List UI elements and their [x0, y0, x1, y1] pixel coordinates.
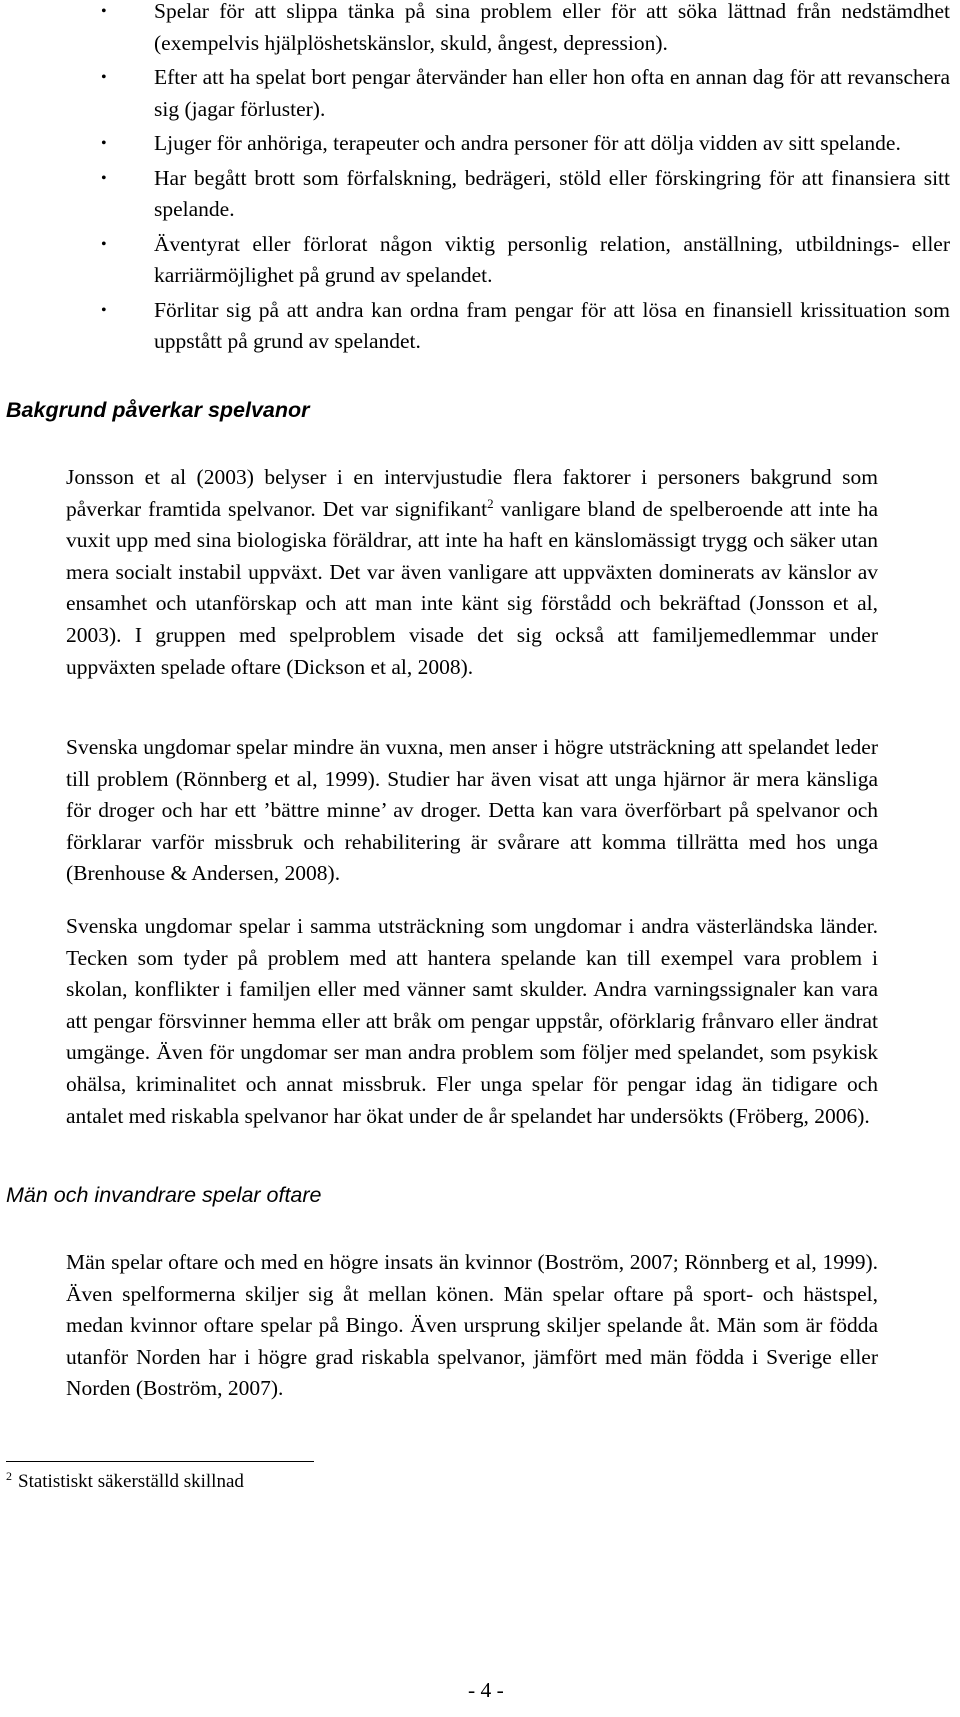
footnote-reference: 2: [487, 495, 494, 511]
criteria-bullet-list: [70, 0, 950, 361]
list-item: [70, 0, 950, 59]
paragraph-bakgrund-1: [66, 462, 878, 683]
footnote-divider: [6, 1461, 314, 1462]
bullet-text: Äventyrat eller förlorat någon viktig personlig relation, anställning, utbildnings- eller karriärmöjlighet på grund av spelandet.: [154, 231, 950, 287]
footnote-number: 2: [6, 1468, 12, 1483]
page-number: - 4 -: [468, 1678, 504, 1702]
section-heading-bakgrund: Bakgrund påverkar spelvanor: [6, 398, 310, 422]
list-item: [70, 62, 950, 125]
bullet-text: Ljuger för anhöriga, terapeuter och andra personer för att dölja vidden av sitt spelande.: [154, 131, 901, 155]
bullet-icon: •: [101, 69, 107, 86]
paragraph-text: vanligare bland de spelberoende att inte ha vuxit upp med sina biologiska föräldrar, att inte ha haft en känslomässigt trygg och säker utan mera socialt instabil uppväxt. Det var även vanligare att uppväxten dominerats av känslor av ensamhet och utanförskap och att man inte känt sig förstådd och bekräftad (Jonsson et al, 2003). I gruppen med spelproblem visade det sig också att familjemedlemmar under uppväxten spelade oftare (Dickson et al, 2008).: [66, 496, 878, 679]
bullet-icon: •: [101, 169, 107, 187]
bullet-text: Förlitar sig på att andra kan ordna fram pengar för att lösa en finansiell krissituation som uppstått på grund av spelandet.: [154, 297, 950, 353]
section-heading-man-invandrare: Män och invandrare spelar oftare: [6, 1183, 322, 1207]
list-item: [70, 295, 950, 358]
bullet-icon: •: [101, 235, 107, 253]
bullet-icon: •: [101, 301, 107, 319]
footnote: [6, 1468, 244, 1493]
paragraph-bakgrund-3: Svenska ungdomar spelar i samma utsträckning som ungdomar i andra västerländska länder. Tecken som tyder på problem med att hantera spelande kan till exempel vara problem i skolan, konflikter i familjen eller med vänner samt skulder. Andra varningssignaler kan vara att pengar försvinner hemma eller att bråk om pengar uppstår, oförklarig frånvaro eller ändrat umgänge. Även för ungdomar ser man andra problem som följer med spelandet, som psykisk ohälsa, kriminalitet och annat missbruk. Fler unga spelar för pengar idag än tidigare och antalet med riskabla spelvanor har ökat under de år spelandet har undersökts (Fröberg, 2006).: [66, 914, 878, 1128]
paragraph-text: Jonsson et al (2003) belyser i en intervjustudie flera faktorer i personers bakgrund som påverkar framtida spelvanor. Det var signifikant: [66, 465, 878, 521]
bullet-icon: •: [101, 135, 107, 152]
bullet-text: Efter att ha spelat bort pengar återvänder han eller hon ofta en annan dag för att revanschera sig (jagar förluster).: [154, 65, 950, 121]
list-item: [70, 229, 950, 292]
bullet-text: Spelar för att slippa tänka på sina problem eller för att söka lättnad från nedstämdhet (exempelvis hjälplöshetskänslor, skuld, ångest, depression).: [154, 0, 950, 55]
paragraph-bakgrund-2: Svenska ungdomar spelar mindre än vuxna, men anser i högre utsträckning att spelandet leder till problem (Rönnberg et al, 1999). Studier har även visat att unga hjärnor är mera känsliga för droger och har ett ’bättre minne’ av droger. Detta kan vara överförbart på spelvanor och förklarar varför missbruk och rehabilitering är svårare att komma tillrätta med hos unga (Brenhouse & Andersen, 2008).: [66, 735, 878, 886]
footnote-text: Statistiskt säkerställd skillnad: [18, 1471, 244, 1492]
bullet-text: Har begått brott som förfalskning, bedrägeri, stöld eller förskingring för att finansiera sitt spelande.: [154, 165, 950, 221]
list-item: [70, 128, 950, 160]
paragraph-man-invandrare-1: Män spelar oftare och med en högre insats än kvinnor (Boström, 2007; Rönnberg et al, 1999). Även spelformerna skiljer sig åt mellan könen. Män spelar oftare på sport- och hästspel, medan kvinnor oftare spelar på Bingo. Även ursprung skiljer spelande åt. Män som är födda utanför Norden har i högre grad riskabla spelvanor, jämfört med män födda i Sverige eller Norden (Boström, 2007).: [66, 1250, 878, 1401]
list-item: [70, 163, 950, 226]
bullet-icon: •: [101, 3, 107, 20]
